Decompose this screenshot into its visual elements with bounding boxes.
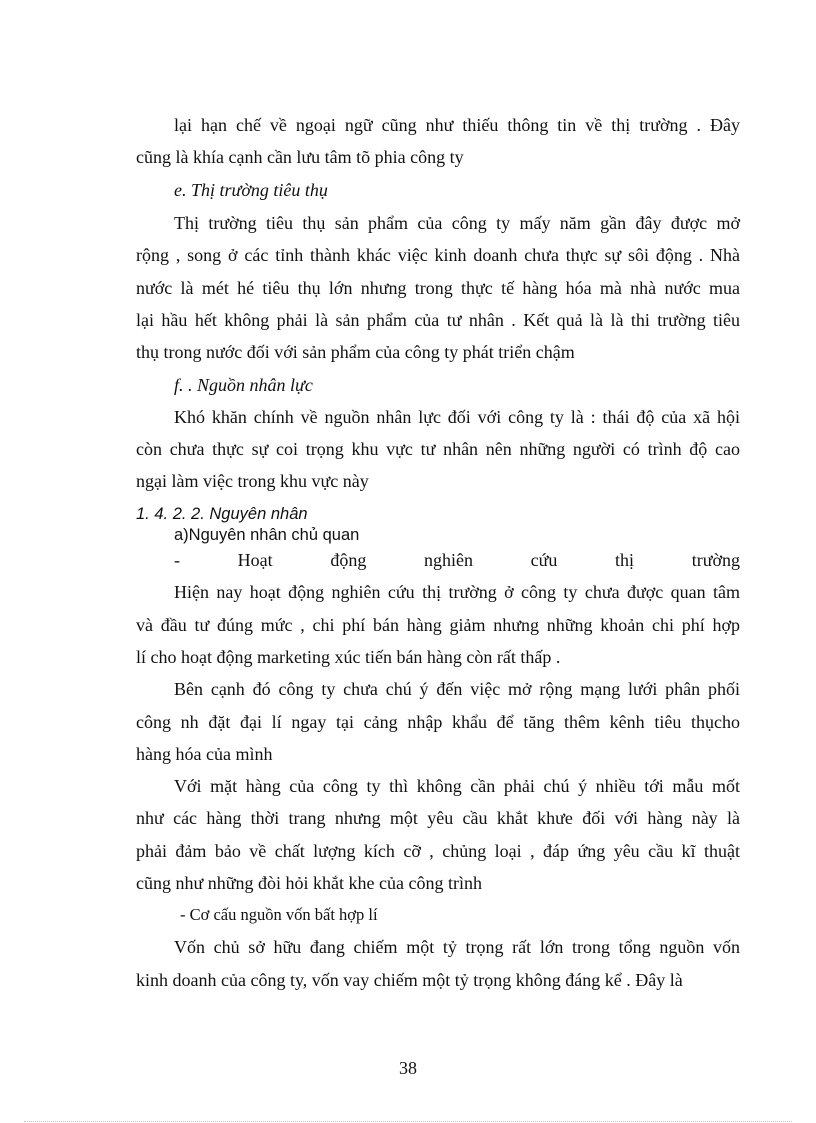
paragraph-line: Vốn chủ sở hữu đang chiếm một tỷ trọng rất lớn trong tổng nguồn vốn (174, 937, 740, 957)
paragraph-line: hàng hóa của mình (136, 744, 273, 764)
paragraph-line: lí cho hoạt động marketing xúc tiến bán hàng còn rất thấp . (136, 647, 561, 667)
subsection-heading: a)Nguyên nhân chủ quan (174, 526, 360, 544)
paragraph-line: cũng là khía cạnh cần lưu tâm tõ phia công ty (136, 147, 464, 167)
paragraph-line: lại hầu hết không phải là sản phẩm của tư nhân . Kết quả là là thi trường tiêu (136, 310, 740, 330)
paragraph-line: Khó khăn chính về nguồn nhân lực đối với công ty là : thái độ của xã hội (174, 407, 740, 427)
paragraph-line: rộng , song ở các tỉnh thành khác việc kinh doanh chưa thực sự sôi động . Nhà (136, 245, 740, 265)
paragraph-line: như các hàng thời trang nhưng một yêu cầu khắt khưe đối với hàng này là (136, 808, 740, 828)
bullet-heading: - Cơ cấu nguồn vốn bất hợp lí (180, 905, 378, 924)
paragraph-line: cũng như những đòi hỏi khắt khe của công trình (136, 873, 482, 893)
paragraph-line: kinh doanh của công ty, vốn vay chiếm một tỷ trọng không đáng kể . Đây là (136, 970, 683, 990)
paragraph-line: còn chưa thực sự coi trọng khu vực tư nhân nên những người có trình độ cao (136, 439, 740, 459)
paragraph-line: nước là mét hé tiêu thụ lớn nhưng trong thực tế hàng hóa mà nhà nước mua (136, 278, 740, 298)
paragraph-line: ngại làm việc trong khu vực này (136, 471, 369, 491)
paragraph-line: Thị trường tiêu thụ sản phẩm của công ty mấy năm gần đây được mở (174, 213, 740, 233)
paragraph-line: thụ trong nước đối với sản phẩm của công ty phát triển chậm (136, 342, 575, 362)
paragraph-line: công nh đặt đại lí ngay tại cảng nhập khẩu để tăng thêm kênh tiêu thụcho (136, 712, 740, 732)
paragraph-line: Hiện nay hoạt động nghiên cứu thị trường ở công ty chưa được quan tâm (174, 582, 740, 602)
page-bottom-border (24, 1121, 792, 1122)
paragraph-line: lại hạn chế về ngoại ngữ cũng như thiếu thông tin về thị trường . Đây (174, 115, 740, 135)
page-number: 38 (399, 1058, 417, 1078)
paragraph-line: Bên cạnh đó công ty chưa chú ý đến việc mở rộng mạng lưới phân phối (174, 679, 740, 699)
section-heading-f: f. . Nguồn nhân lực (174, 375, 313, 395)
bullet-heading: - Hoạt động nghiên cứu thị trường (174, 550, 740, 570)
section-heading-e: e. Thị trường tiêu thụ (174, 180, 328, 200)
paragraph-line: Với mặt hàng của công ty thì không cần phải chú ý nhiều tới mẫu mốt (174, 776, 740, 796)
paragraph-line: và đầu tư đúng mức , chi phí bán hàng giảm nhưng những khoản chi phí hợp (136, 615, 740, 635)
paragraph-line: phải đảm bảo về chất lượng kích cỡ , chủng loại , đáp ứng yêu cầu kĩ thuật (136, 841, 740, 861)
section-heading-1-4-2-2: 1. 4. 2. 2. Nguyên nhân (136, 505, 308, 523)
